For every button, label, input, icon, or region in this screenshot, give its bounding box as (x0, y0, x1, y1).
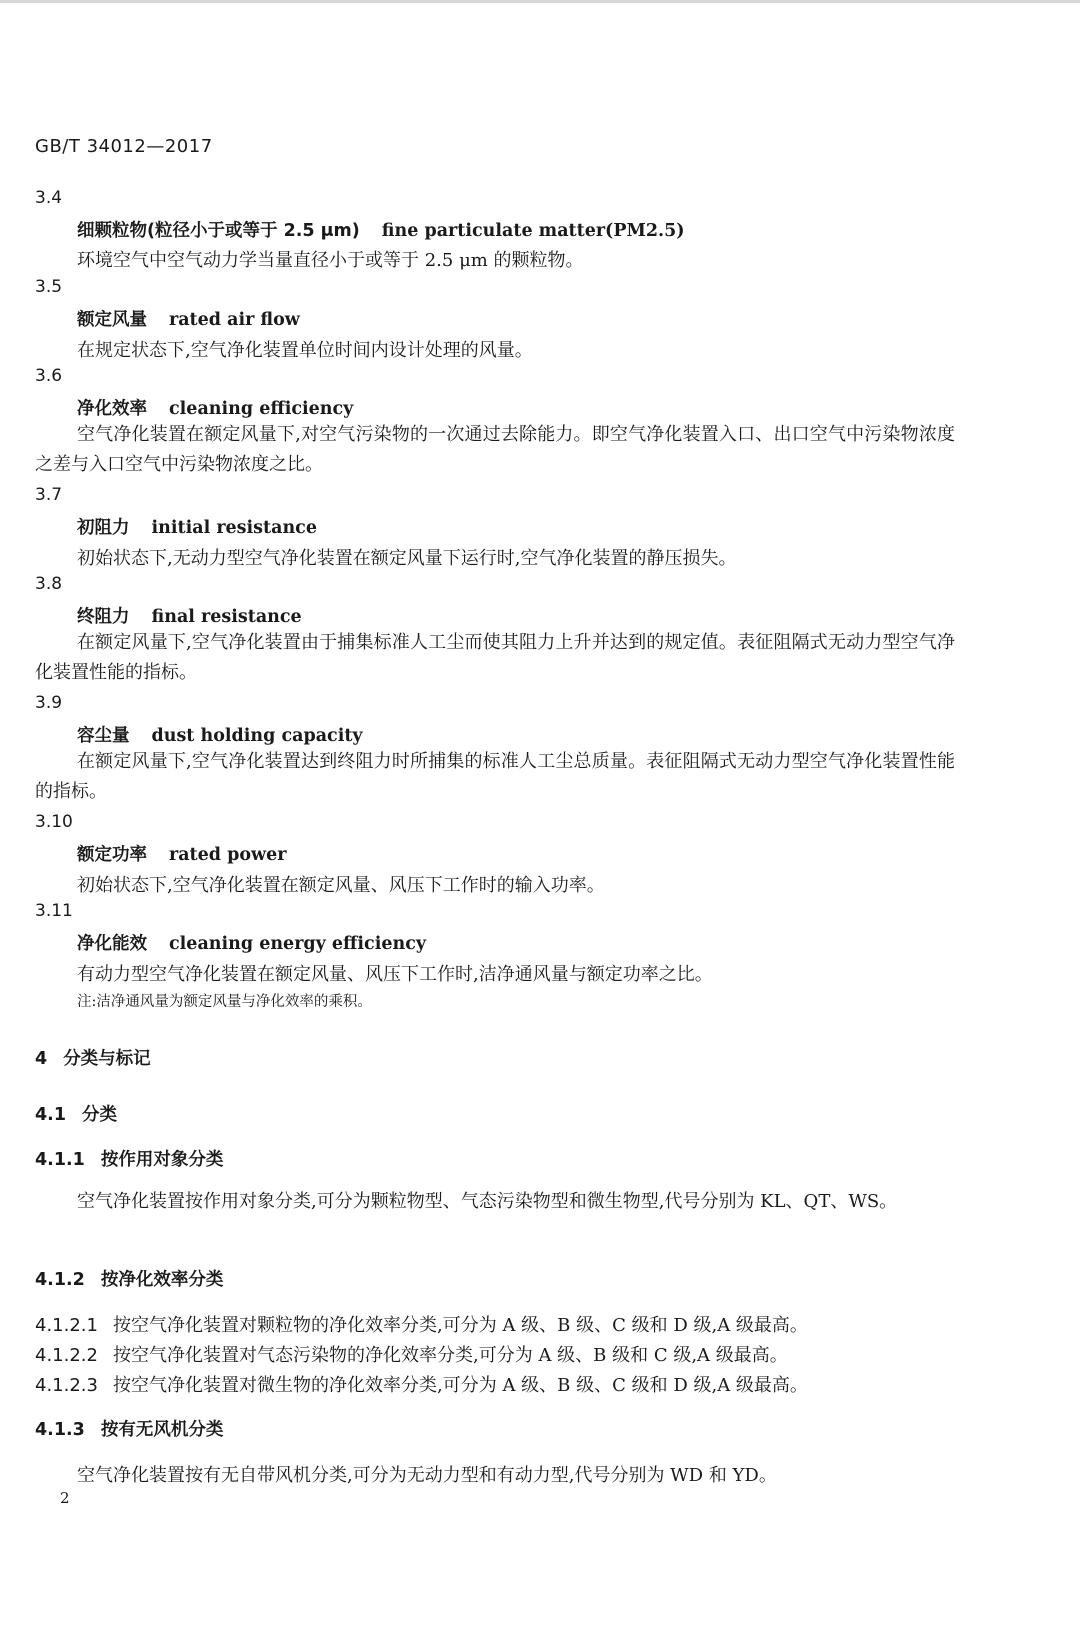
term-heading (77, 930, 426, 955)
term-number: 3.5 (35, 277, 63, 297)
term-en: dust holding capacity (151, 726, 363, 746)
standard-code: GB/T 34012—2017 (35, 136, 213, 157)
term-zh: 细颗粒物(粒径小于或等于 2.5 μm) (77, 221, 360, 241)
clause-number: 4.1.2.3 (35, 1375, 98, 1396)
term-zh: 额定风量 (77, 310, 147, 330)
subsection-number: 4.1.1 (35, 1150, 85, 1170)
term-heading (77, 841, 286, 866)
term-number: 3.7 (35, 485, 63, 505)
clause-text: 按空气净化装置对微生物的净化效率分类,可分为 A 级、B 级、C 级和 D 级,A 级最高。 (113, 1375, 808, 1396)
section-number: 4 (35, 1049, 48, 1069)
term-en: initial resistance (151, 518, 317, 538)
term-en: fine particulate matter(PM2.5) (381, 221, 685, 241)
term-en: cleaning efficiency (169, 399, 354, 419)
term-definition: 环境空气中空气动力学当量直径小于或等于 2.5 μm 的颗粒物。 (77, 250, 584, 271)
term-number: 3.4 (35, 188, 63, 208)
subsection-number: 4.1 (35, 1105, 67, 1125)
clause-item (35, 1311, 808, 1337)
subsection-heading (35, 1416, 223, 1441)
term-definition: 在额定风量下,空气净化装置达到终阻力时所捕集的标准人工尘总质量。表征阻隔式无动力型空气净化装置性能的指标。 (35, 751, 955, 802)
term-en: final resistance (151, 607, 302, 627)
top-border (0, 0, 1080, 3)
term-definition: 初始状态下,无动力型空气净化装置在额定风量下运行时,空气净化装置的静压损失。 (77, 548, 737, 569)
clause-text: 按空气净化装置对气态污染物的净化效率分类,可分为 A 级、B 级和 C 级,A 级最高。 (113, 1345, 788, 1366)
subsection-title: 按有无风机分类 (100, 1420, 224, 1440)
term-en: rated air flow (169, 310, 300, 330)
term-number: 3.10 (35, 812, 73, 832)
paragraph: 空气净化装置按有无自带风机分类,可分为无动力型和有动力型,代号分别为 WD 和 YD。 (77, 1465, 777, 1486)
term-zh: 额定功率 (77, 845, 147, 865)
term-zh: 净化效率 (77, 399, 147, 419)
clause-number: 4.1.2.1 (35, 1315, 98, 1336)
note: 注:洁净通风量为额定风量与净化效率的乘积。 (77, 994, 372, 1010)
section-title: 分类与标记 (63, 1049, 151, 1069)
term-definition: 初始状态下,空气净化装置在额定风量、风压下工作时的输入功率。 (77, 875, 605, 896)
term-definition: 在规定状态下,空气净化装置单位时间内设计处理的风量。 (77, 340, 533, 361)
term-number: 3.8 (35, 574, 63, 594)
subsection-title: 按作用对象分类 (100, 1150, 224, 1170)
section-heading (35, 1045, 151, 1070)
term-heading (77, 395, 353, 420)
clause-number: 4.1.2.2 (35, 1345, 98, 1366)
term-en: rated power (169, 845, 287, 865)
term-definition: 在额定风量下,空气净化装置由于捕集标准人工尘而使其阻力上升并达到的规定值。表征阻隔式无动力型空气净化装置性能的指标。 (35, 632, 955, 683)
term-heading (77, 217, 685, 242)
term-heading (77, 306, 300, 331)
term-zh: 净化能效 (77, 934, 147, 954)
subsection-heading (35, 1101, 117, 1126)
clause-item (35, 1341, 788, 1367)
clause-text: 按空气净化装置对颗粒物的净化效率分类,可分为 A 级、B 级、C 级和 D 级,A 级最高。 (113, 1315, 808, 1336)
page-number: 2 (60, 1489, 70, 1507)
subsection-title: 按净化效率分类 (100, 1270, 224, 1290)
term-number: 3.11 (35, 901, 73, 921)
term-heading (77, 603, 302, 628)
subsection-heading (35, 1146, 223, 1171)
clause-item (35, 1371, 808, 1397)
subsection-number: 4.1.3 (35, 1420, 85, 1440)
paragraph: 空气净化装置按作用对象分类,可分为颗粒物型、气态污染物型和微生物型,代号分别为 KL、QT、WS。 (77, 1191, 898, 1212)
term-zh: 容尘量 (77, 726, 130, 746)
subsection-number: 4.1.2 (35, 1270, 85, 1290)
subsection-title: 分类 (82, 1105, 118, 1125)
term-heading (77, 722, 363, 747)
term-en: cleaning energy efficiency (169, 934, 427, 954)
term-number: 3.6 (35, 366, 63, 386)
term-heading (77, 514, 317, 539)
term-definition: 空气净化装置在额定风量下,对空气污染物的一次通过去除能力。即空气净化装置入口、出口空气中污染物浓度之差与入口空气中污染物浓度之比。 (35, 424, 955, 475)
term-number: 3.9 (35, 693, 63, 713)
subsection-heading (35, 1266, 223, 1291)
term-definition: 有动力型空气净化装置在额定风量、风压下工作时,洁净通风量与额定功率之比。 (77, 964, 713, 985)
term-zh: 初阻力 (77, 518, 130, 538)
term-zh: 终阻力 (77, 607, 130, 627)
